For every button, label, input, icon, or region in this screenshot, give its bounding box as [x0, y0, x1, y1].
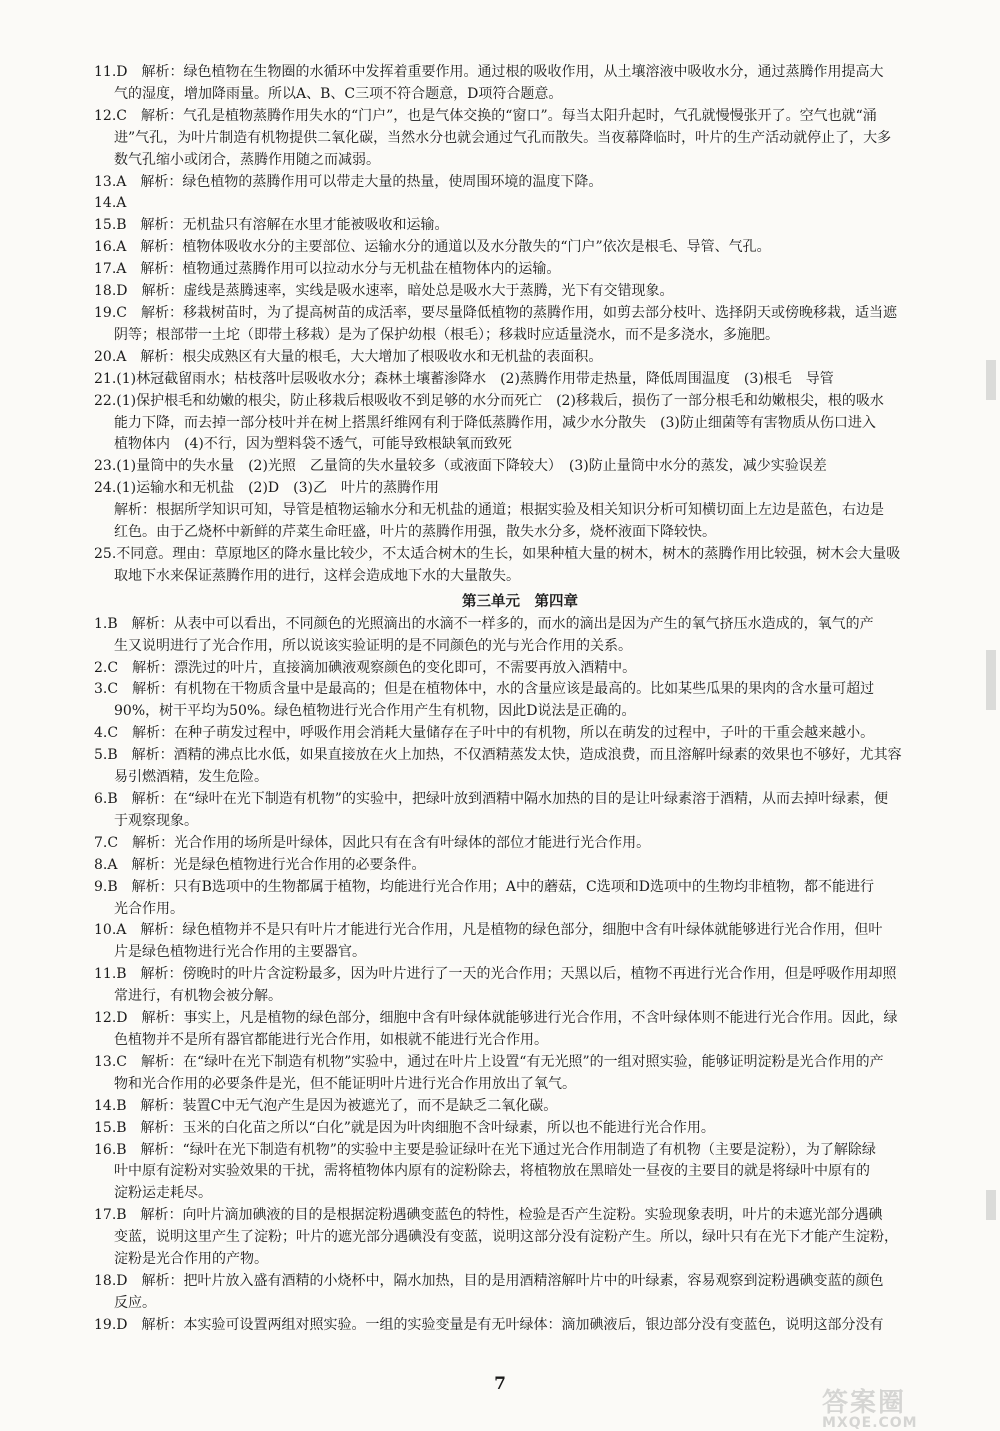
answer-item [94, 62, 946, 106]
answer-item [94, 877, 946, 921]
answer-line: 解析：根据所学知识可知，导管是植物运输水分和无机盐的通道；根据实验及相关知识分析可知横切面上左边是蓝色，右边是 [114, 502, 884, 519]
answer-line: 90%，树干平均为50%。绿色植物进行光合作用产生有机物，因此D说法是正确的。 [114, 703, 636, 720]
answer-item [94, 833, 946, 855]
answer-item [94, 544, 946, 588]
answer-item [94, 1140, 946, 1206]
answer-item [94, 614, 946, 658]
answer-line: 10.A 解析：绿色植物并不是只有叶片才能进行光合作用，凡是植物的绿色部分，细胞中含有叶绿体就能够进行光合作用，但叶 [94, 922, 883, 939]
answer-line: 1.B 解析：从表中可以看出，不同颜色的光照滴出的水滴不一样多的，而水的滴出是因为产生的氧气挤压水造成的，氧气的产 [94, 615, 874, 632]
answer-line: 阴等；根部带一土坨（即带土移栽）是为了保护幼根（根毛）；移栽时应适量浇水，而不是多浇水，多施肥。 [114, 326, 779, 343]
answer-item [94, 193, 946, 215]
answer-line: 18.D 解析：把叶片放入盛有酒精的小烧杯中，隔水加热，目的是用酒精溶解叶片中的叶绿素，容易观察到淀粉遇碘变蓝的颜色 [94, 1272, 884, 1289]
answer-item [94, 281, 946, 303]
answer-line: 叶中原有淀粉对实验效果的干扰，需将植物体内原有的淀粉除去，将植物放在黑暗处一昼夜的主要目的就是将绿叶中原有的 [114, 1163, 870, 1180]
answer-line: 反应。 [114, 1294, 156, 1311]
answer-line: 24.(1)运输水和无机盐 (2)D (3)乙 叶片的蒸腾作用 [94, 480, 439, 497]
answer-item [94, 1315, 946, 1337]
answer-line: 取地下水来保证蒸腾作用的进行，这样会造成地下水的大量散失。 [114, 567, 520, 584]
answer-line: 19.D 解析：本实验可设置两组对照实验。一组的实验变量是有无叶绿体：滴加碘液后，银边部分没有变蓝色，说明这部分没有 [94, 1316, 884, 1333]
answer-line: 能力下降，而去掉一部分枝叶并在树上搭黑纤维网有利于降低蒸腾作用，减少水分散失 (3)防止细菌等有害物质从伤口进入 [114, 414, 876, 431]
answer-line: 16.A 解析：植物体吸收水分的主要部位、运输水分的通道以及水分散失的“门户”依次是根毛、导管、气孔。 [94, 239, 771, 256]
answer-line: 淀粉是光合作用的产物。 [114, 1251, 268, 1268]
answer-line: 19.C 解析：移栽树苗时，为了提高树苗的成活率，要尽量降低植物的蒸腾作用，如剪去部分枝叶、选择阴天或傍晚移栽，适当遮 [94, 304, 897, 321]
answer-item [94, 1205, 946, 1271]
answer-line: 16.B 解析：“绿叶在光下制造有机物”的实验中主要是验证绿叶在光下通过光合作用制造了有机物（主要是淀粉），为了解除绿 [94, 1141, 876, 1158]
edge-scan-mark [986, 650, 996, 710]
watermark-text: 答案圈 [822, 1388, 907, 1418]
answer-line: 片是绿色植物进行光合作用的主要器官。 [114, 944, 366, 961]
answer-item [94, 106, 946, 172]
answer-line: 8.A 解析：光是绿色植物进行光合作用的必要条件。 [94, 856, 426, 873]
answer-line: 12.C 解析：气孔是植物蒸腾作用失水的“门户”，也是气体交换的“窗口”。每当太阳升起时，气孔就慢慢张开了。空气也就“涌 [94, 107, 877, 124]
answer-line: 常进行，有机物会被分解。 [114, 988, 282, 1005]
answer-item [94, 1271, 946, 1315]
answer-item [94, 172, 946, 194]
answer-line: 3.C 解析：有机物在干物质含量中是最高的；但是在植物体中，水的含量应该是最高的。比如某些瓜果的果肉的含水量可超过 [94, 681, 875, 698]
answer-item [94, 347, 946, 369]
watermark-logo [822, 1382, 982, 1431]
answer-item [94, 964, 946, 1008]
answer-line: 6.B 解析：在“绿叶在光下制造有机物”的实验中，把绿叶放到酒精中隔水加热的目的是让叶绿素溶于酒精，从而去掉叶绿素，便 [94, 791, 888, 807]
answer-line: 15.B 解析：玉米的白化苗之所以“白化”就是因为叶肉细胞不含叶绿素，所以也不能进行光合作用。 [94, 1119, 715, 1136]
answer-line: 18.D 解析：虚线是蒸腾速率，实线是吸水速率，暗处总是吸水大于蒸腾，光下有交错现象。 [94, 283, 674, 300]
answer-line: 5.B 解析：酒精的沸点比水低，如果直接放在火上加热，不仅酒精蒸发太快，造成浪费，而且溶解叶绿素的效果也不够好，尤其容 [94, 747, 902, 764]
answer-line: 色植物并不是所有器官都能进行光合作用，如根就不能进行光合作用。 [114, 1031, 548, 1048]
answer-line: 13.A 解析：绿色植物的蒸腾作用可以带走大量的热量，使周围环境的温度下降。 [94, 173, 603, 190]
answer-line: 11.B 解析：傍晚时的叶片含淀粉最多，因为叶片进行了一天的光合作用；天黑以后，植物不再进行光合作用，但是呼吸作用却照 [94, 966, 897, 983]
answer-item [94, 855, 946, 877]
answer-item [94, 745, 946, 789]
answer-line: 光合作用。 [114, 900, 184, 917]
answer-line: 13.C 解析：在“绿叶在光下制造有机物”实验中，通过在叶片上设置“有无光照”的一组对照实验，能够证明淀粉是光合作用的产 [94, 1053, 884, 1070]
answer-line: 红色。由于乙烧杯中新鲜的芹菜生命旺盛，叶片的蒸腾作用强，散失水分多，烧杯液面下降较快。 [114, 524, 716, 541]
answer-line: 数气孔缩小或闭合，蒸腾作用随之而减弱。 [114, 151, 380, 168]
answer-item [94, 303, 946, 347]
answer-line: 17.B 解析：向叶片滴加碘液的目的是根据淀粉遇碘变蓝色的特性，检验是否产生淀粉。实验现象表明，叶片的未遮光部分遇碘 [94, 1207, 883, 1224]
answer-item [94, 369, 946, 391]
answer-line: 25.不同意。理由：草原地区的降水量比较少，不太适合树木的生长，如果种植大量的树木，树木的蒸腾作用比较强，树木会大量吸 [94, 545, 901, 562]
answer-line: 生又说明进行了光合作用，所以说该实验证明的是不同颜色的光与光合作用的关系。 [114, 637, 632, 654]
answer-line: 物和光合作用的必要条件是光，但不能证明叶片进行光合作用放出了氧气。 [114, 1075, 576, 1092]
answer-line: 11.D 解析：绿色植物在生物圈的水循环中发挥着重要作用。通过根的吸收作用，从土壤溶液中吸收水分，通过蒸腾作用提高大 [94, 64, 884, 80]
answer-item [94, 1052, 946, 1096]
answer-item [94, 1096, 946, 1118]
answer-line: 12.D 解析：事实上，凡是植物的绿色部分，细胞中含有叶绿体就能够进行光合作用，不含叶绿体则不能进行光合作用。因此，绿 [94, 1010, 898, 1027]
edge-scan-mark [986, 1190, 996, 1220]
answer-line: 7.C 解析：光合作用的场所是叶绿体，因此只有在含有叶绿体的部位才能进行光合作用。 [94, 834, 651, 851]
answer-line: 21.(1)林冠截留雨水；枯枝落叶层吸收水分；森林土壤蓄渗降水 (2)蒸腾作用带走热量，降低周围温度 (3)根毛 导管 [94, 370, 834, 387]
answer-item [94, 456, 946, 478]
answer-item [94, 723, 946, 745]
answer-list-top [94, 62, 946, 588]
answer-line: 9.B 解析：只有B选项中的生物都属于植物，均能进行光合作用；A中的蘑菇，C选项和D选项中的生物均非植物，都不能进行 [94, 878, 874, 895]
answer-page [94, 62, 946, 1337]
answer-item [94, 789, 946, 833]
answer-line: 于观察现象。 [114, 812, 198, 829]
edge-scan-mark [986, 360, 996, 400]
answer-line: 4.C 解析：在种子萌发过程中，呼吸作用会消耗大量储存在子叶中的有机物，所以在萌发的过程中，子叶的干重会越来越小。 [94, 725, 875, 742]
answer-line: 易引燃酒精，发生危险。 [114, 769, 268, 786]
answer-line: 20.A 解析：根尖成熟区有大量的根毛，大大增加了根吸收水和无机盐的表面积。 [94, 348, 603, 365]
answer-item [94, 391, 946, 457]
answer-line: 气的湿度，增加降雨量。所以A、B、C三项不符合题意，D项符合题意。 [114, 85, 563, 102]
answer-line: 进”气孔，为叶片制造有机物提供二氧化碳，当然水分也就会通过气孔而散失。当夜幕降临时，叶片的生产活动就停止了，大多 [114, 129, 892, 146]
answer-item [94, 215, 946, 237]
answer-line: 淀粉运走耗尽。 [114, 1185, 212, 1202]
section-title: 第三单元 第四章 [462, 593, 578, 610]
answer-line: 变蓝，说明这里产生了淀粉；叶片的遮光部分遇碘没有变蓝，说明这部分没有淀粉产生。所以，绿叶只有在光下才能产生淀粉， [114, 1229, 898, 1246]
answer-line: 14.A [94, 195, 127, 212]
answer-line: 22.(1)保护根毛和幼嫩的根尖，防止移栽后根吸收不到足够的水分而死亡 (2)移栽后，损伤了一部分根毛和幼嫩根尖，根的吸水 [94, 392, 884, 409]
answer-line: 15.B 解析：无机盐只有溶解在水里才能被吸收和运输。 [94, 217, 449, 234]
answer-item [94, 920, 946, 964]
answer-line: 2.C 解析：漂洗过的叶片，直接滴加碘液观察颜色的变化即可，不需要再放入酒精中。 [94, 659, 637, 676]
answer-item [94, 237, 946, 259]
answer-item [94, 259, 946, 281]
answer-list-bottom [94, 614, 946, 1337]
watermark-url: MXQE.COM [822, 1415, 918, 1431]
answer-item [94, 478, 946, 544]
answer-line: 17.A 解析：植物通过蒸腾作用可以拉动水分与无机盐在植物体内的运输。 [94, 261, 561, 278]
answer-item [94, 658, 946, 680]
answer-line: 14.B 解析：装置C中无气泡产生是因为被遮光了，而不是缺乏二氧化碳。 [94, 1097, 558, 1114]
answer-item [94, 1118, 946, 1140]
answer-item [94, 1008, 946, 1052]
page-number: 7 [494, 1374, 506, 1394]
answer-line: 植物体内 (4)不行，因为塑料袋不透气，可能导致根缺氧而致死 [114, 436, 512, 453]
answer-item [94, 679, 946, 723]
answer-line: 23.(1)量筒中的失水量 (2)光照 乙量筒的失水量较多（或液面下降较大） (3)防止量筒中水分的蒸发，减少实验误差 [94, 458, 827, 475]
